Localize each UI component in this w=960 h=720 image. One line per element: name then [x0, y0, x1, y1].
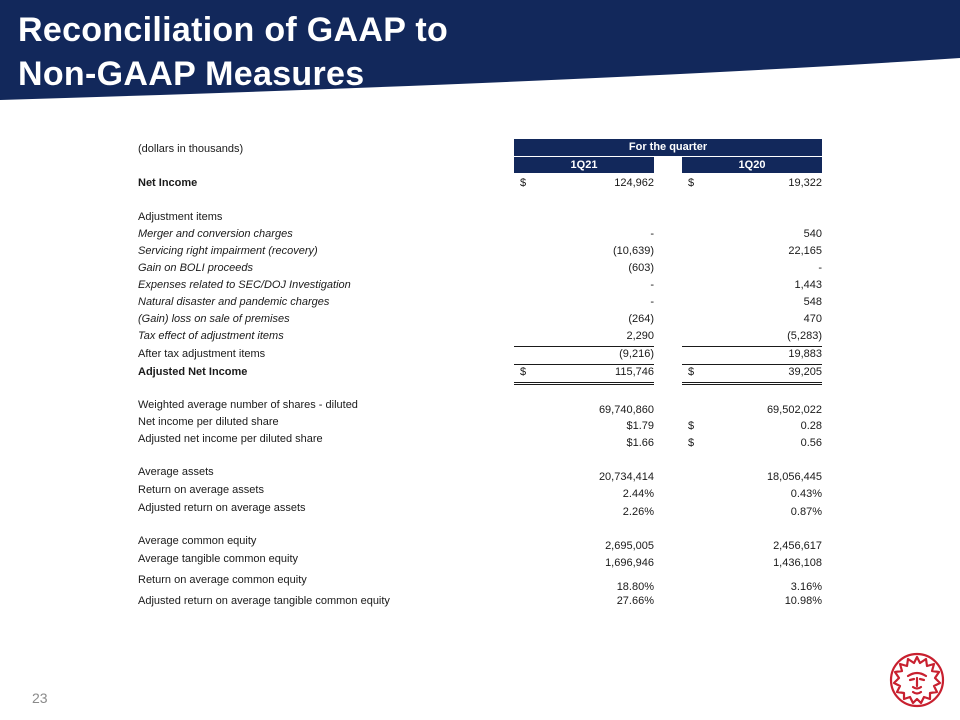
value-1q21: (264) — [628, 313, 654, 325]
value-1q21: 27.66% — [616, 595, 654, 607]
row-label: Servicing right impairment (recovery) — [138, 245, 318, 257]
title-banner — [0, 0, 960, 100]
value-1q21: 124,962 — [614, 177, 654, 189]
row-return-average-assets — [138, 484, 822, 500]
row-adjusted-return-tangible-equity — [138, 595, 822, 611]
value-1q20: (5,283) — [787, 330, 822, 342]
value-1q21: (603) — [628, 262, 654, 274]
value-1q20: 0.28 — [800, 420, 822, 432]
row-net-income — [138, 177, 822, 193]
row-merger-conversion — [138, 228, 822, 244]
row-label: Adjustment items — [138, 211, 223, 223]
row-label: After tax adjustment items — [138, 348, 266, 360]
group-header: For the quarter — [514, 139, 822, 156]
row-adjustment-items — [138, 211, 822, 227]
row-net-income-per-share — [138, 416, 822, 432]
row-label: Gain on BOLI proceeds — [138, 262, 253, 274]
currency-symbol: $ — [688, 420, 695, 432]
value-1q20: 69,502,022 — [766, 404, 822, 416]
row-servicing-right — [138, 245, 822, 261]
value-1q20: 0.56 — [800, 437, 822, 449]
value-1q21: 20,734,414 — [598, 471, 654, 483]
row-label: Adjusted return on average assets — [138, 502, 306, 514]
value-1q21: - — [650, 296, 654, 308]
row-weighted-shares — [138, 399, 822, 415]
value-1q21: - — [650, 279, 654, 291]
row-label: Average common equity — [138, 535, 257, 547]
column-header-1q21: 1Q21 — [514, 157, 654, 173]
value-1q21: $1.66 — [626, 437, 654, 449]
row-label: Net Income — [138, 177, 198, 189]
value-1q20: 19,883 — [788, 348, 822, 360]
value-1q20: - — [818, 262, 822, 274]
value-1q21: 2,290 — [626, 330, 654, 342]
value-1q20: 39,205 — [788, 366, 822, 378]
value-1q21: 69,740,860 — [598, 404, 654, 416]
row-label: Adjusted return on average tangible common equity — [138, 595, 390, 607]
title-line-1: Reconciliation of GAAP to — [18, 11, 449, 49]
currency-symbol: $ — [520, 366, 527, 378]
value-1q21: $1.79 — [626, 420, 654, 432]
currency-symbol: $ — [688, 437, 695, 449]
row-average-assets — [138, 466, 822, 482]
row-tax-effect — [138, 330, 822, 346]
value-1q20: 3.16% — [790, 581, 822, 593]
row-disaster-pandemic — [138, 296, 822, 312]
row-label: Return on average common equity — [138, 574, 307, 586]
value-1q20: 1,443 — [794, 279, 822, 291]
value-1q20: 0.87% — [790, 506, 822, 518]
row-boli-gain — [138, 262, 822, 278]
row-return-common-equity — [138, 574, 822, 593]
row-label: Tax effect of adjustment items — [138, 330, 284, 342]
currency-symbol: $ — [688, 177, 695, 189]
row-label: Adjusted net income per diluted share — [138, 433, 323, 445]
row-average-common-equity — [138, 535, 822, 551]
value-1q21: 115,746 — [615, 366, 654, 378]
row-after-tax-adjustments — [138, 348, 822, 364]
value-1q20: 18,056,445 — [766, 471, 822, 483]
title-line-2: Non-GAAP Measures — [18, 55, 365, 93]
units-note: (dollars in thousands) — [138, 143, 244, 155]
column-header-1q20: 1Q20 — [682, 157, 822, 173]
value-1q21: 1,696,946 — [605, 557, 654, 569]
currency-symbol: $ — [520, 177, 527, 189]
row-sale-premises — [138, 313, 822, 329]
value-1q20: 22,165 — [788, 245, 822, 257]
value-1q20: 540 — [803, 228, 822, 240]
value-1q21: - — [650, 228, 654, 240]
row-label: (Gain) loss on sale of premises — [138, 313, 290, 325]
row-average-tangible-equity — [138, 553, 822, 569]
page-number: 23 — [32, 690, 48, 706]
page-title — [18, 8, 448, 96]
lion-head-icon — [889, 652, 945, 708]
value-1q21: 2.44% — [622, 488, 654, 500]
row-label: Adjusted Net Income — [138, 366, 248, 378]
row-label: Average assets — [138, 466, 214, 478]
row-label: Net income per diluted share — [138, 416, 279, 428]
value-1q20: 10.98% — [784, 595, 822, 607]
row-sec-doj — [138, 279, 822, 295]
row-label: Merger and conversion charges — [138, 228, 293, 240]
row-adjusted-net-income — [138, 366, 822, 382]
value-1q21: (9,216) — [619, 348, 654, 360]
value-1q20: 548 — [803, 296, 822, 308]
value-1q20: 19,322 — [788, 177, 822, 189]
row-adjusted-net-income-per-share — [138, 433, 822, 449]
value-1q20: 470 — [803, 313, 822, 325]
row-adjusted-return-average-assets — [138, 502, 822, 518]
value-1q21: 2,695,005 — [605, 540, 654, 552]
currency-symbol: $ — [688, 366, 695, 378]
value-1q20: 0.43% — [790, 488, 822, 500]
row-label: Return on average assets — [138, 484, 264, 496]
row-label: Natural disaster and pandemic charges — [138, 296, 330, 308]
row-label: Weighted average number of shares - diluted — [138, 399, 358, 411]
value-1q21: (10,639) — [613, 245, 654, 257]
value-1q21: 18.80% — [616, 581, 654, 593]
row-label: Average tangible common equity — [138, 553, 299, 565]
value-1q20: 1,436,108 — [773, 557, 822, 569]
value-1q20: 2,456,617 — [773, 540, 822, 552]
row-label: Expenses related to SEC/DOJ Investigation — [138, 279, 351, 291]
value-1q21: 2.26% — [622, 506, 654, 518]
